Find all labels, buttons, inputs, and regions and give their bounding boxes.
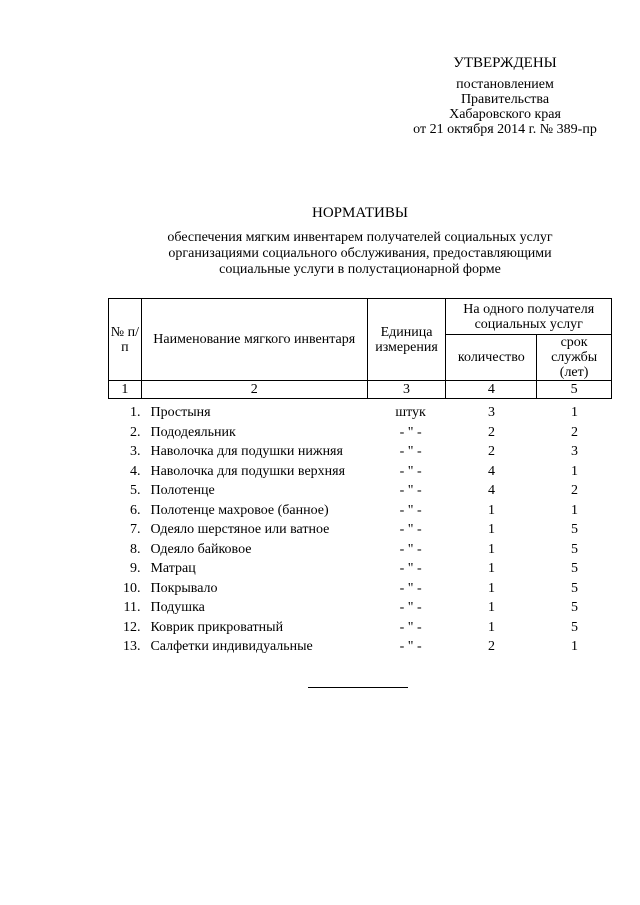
- table-row: [108, 481, 612, 501]
- row-qty: 2: [488, 444, 496, 459]
- col-number-3: 3: [367, 381, 446, 399]
- row-name: Одеяло байковое: [150, 541, 252, 557]
- row-qty: 4: [488, 463, 496, 479]
- row-unit: - " -: [399, 600, 422, 615]
- header-per-recipient: На одного получателя социальных услуг: [446, 299, 612, 335]
- row-life: 5: [571, 580, 579, 596]
- row-unit: - " -: [399, 424, 422, 440]
- row-num: 13.: [122, 639, 141, 654]
- approval-heading: УТВЕРЖДЕНЫ: [453, 55, 557, 71]
- row-life: 5: [571, 522, 579, 537]
- approval-block: [400, 56, 610, 137]
- row-qty: 2: [488, 639, 496, 654]
- row-life: 1: [571, 405, 579, 420]
- row-unit: - " -: [399, 639, 422, 654]
- header-life: срок службы (лет): [537, 335, 612, 381]
- row-qty: 1: [488, 580, 496, 596]
- subtitle-line-3: социальные услуги в полустационарной форме: [219, 262, 501, 277]
- row-life: 5: [571, 619, 579, 635]
- norms-header-table: [108, 298, 612, 399]
- row-unit: - " -: [399, 541, 422, 557]
- table-row: [108, 598, 612, 618]
- row-num: 12.: [122, 619, 141, 635]
- end-divider: [308, 687, 408, 688]
- row-name: Наволочка для подушки нижняя: [150, 444, 343, 459]
- table-row: [108, 637, 612, 657]
- row-num: 2.: [129, 424, 141, 440]
- row-qty: 1: [488, 561, 496, 576]
- table-row: [108, 462, 612, 482]
- row-unit: - " -: [399, 561, 422, 576]
- row-life: 5: [571, 541, 579, 557]
- table-row: [108, 442, 612, 462]
- approval-line-3: Хабаровского края: [449, 107, 561, 122]
- row-name: Подушка: [150, 600, 205, 615]
- row-unit: штук: [395, 405, 426, 420]
- row-name: Покрывало: [150, 580, 218, 596]
- col-number-4: 4: [446, 381, 537, 399]
- document-subtitle: [90, 230, 630, 278]
- approval-line-4: от 21 октября 2014 г. № 389-пр: [413, 122, 597, 137]
- header-num: № п/п: [109, 299, 142, 381]
- row-life: 2: [571, 424, 579, 440]
- row-name: Коврик прикроватный: [150, 619, 284, 635]
- table-row: [108, 579, 612, 599]
- row-num: 8.: [129, 541, 141, 557]
- row-qty: 1: [488, 522, 496, 537]
- header-qty: количество: [446, 335, 537, 381]
- row-unit: - " -: [399, 444, 422, 459]
- col-number-2: 2: [141, 381, 367, 399]
- approval-line-1: постановлением: [456, 77, 554, 92]
- row-name: Матрац: [150, 561, 196, 576]
- row-num: 11.: [123, 600, 141, 615]
- row-life: 1: [571, 463, 579, 479]
- document-title-block: [90, 205, 630, 278]
- header-name: Наименование мягкого инвентаря: [141, 299, 367, 381]
- row-unit: - " -: [399, 580, 422, 596]
- row-life: 1: [571, 502, 579, 518]
- col-number-1: 1: [109, 381, 142, 399]
- table-row: [108, 423, 612, 443]
- row-num: 4.: [129, 463, 141, 479]
- row-num: 6.: [129, 502, 141, 518]
- row-name: Наволочка для подушки верхняя: [150, 463, 346, 479]
- row-qty: 1: [488, 502, 496, 518]
- row-qty: 3: [488, 405, 496, 420]
- row-name: Простыня: [150, 405, 211, 420]
- col-number-5: 5: [537, 381, 612, 399]
- row-num: 10.: [122, 580, 141, 596]
- table-row: [108, 520, 612, 540]
- subtitle-line-1: обеспечения мягким инвентарем получателей социальных услуг: [167, 230, 553, 245]
- row-num: 9.: [129, 561, 141, 576]
- row-qty: 1: [488, 600, 496, 615]
- table-row: [108, 618, 612, 638]
- row-life: 3: [571, 444, 579, 459]
- row-unit: - " -: [399, 619, 422, 635]
- row-unit: - " -: [399, 522, 422, 537]
- row-life: 5: [571, 600, 579, 615]
- row-qty: 2: [488, 424, 496, 440]
- header-unit: Единица измерения: [367, 299, 446, 381]
- table-row: [108, 559, 612, 579]
- document-title: НОРМАТИВЫ: [312, 205, 408, 221]
- row-num: 7.: [129, 522, 141, 537]
- table-row: [108, 540, 612, 560]
- subtitle-line-2: организациями социального обслуживания, предоставляющими: [168, 246, 552, 261]
- row-life: 1: [571, 639, 579, 654]
- row-name: Одеяло шерстяное или ватное: [150, 522, 330, 537]
- row-qty: 1: [488, 541, 496, 557]
- row-qty: 4: [488, 483, 496, 498]
- row-name: Полотенце: [150, 483, 215, 498]
- row-unit: - " -: [399, 483, 422, 498]
- table-row: [108, 501, 612, 521]
- row-life: 5: [571, 561, 579, 576]
- row-num: 5.: [129, 483, 141, 498]
- table-row: [108, 403, 612, 423]
- row-qty: 1: [488, 619, 496, 635]
- row-name: Пододеяльник: [150, 424, 236, 440]
- row-unit: - " -: [399, 463, 422, 479]
- row-num: 3.: [129, 444, 141, 459]
- norms-table-body: [108, 403, 612, 657]
- row-unit: - " -: [399, 502, 422, 518]
- row-name: Салфетки индивидуальные: [150, 639, 313, 654]
- row-life: 2: [571, 483, 579, 498]
- row-name: Полотенце махровое (банное): [150, 502, 329, 518]
- row-num: 1.: [129, 405, 141, 420]
- approval-line-2: Правительства: [460, 92, 550, 107]
